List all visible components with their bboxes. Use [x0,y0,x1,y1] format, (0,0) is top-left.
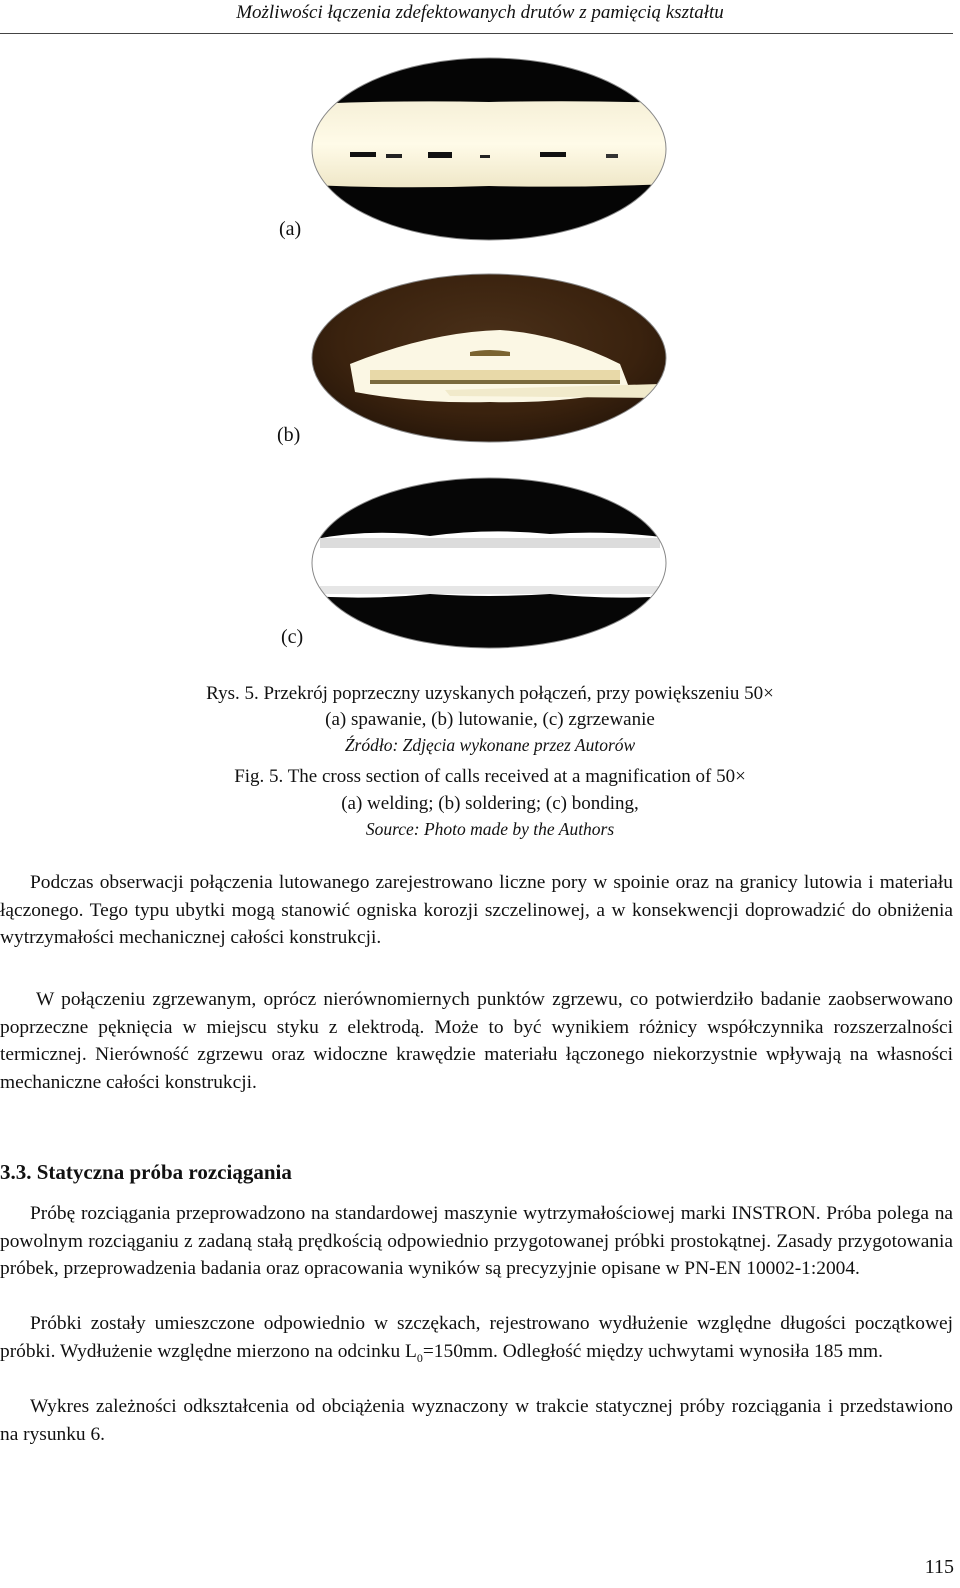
figure-caption-pl-sub: (a) spawanie, (b) lutowanie, (c) zgrzewanie [325,709,655,730]
paragraph-bonding-observation: W połączeniu zgrzewanym, oprócz nierównomiernych punktów zgrzewu, co potwierdziło badanie zaobserwowano poprzeczne pęknięcia w miejscu styku z elektrodą. Może to być wynikiem różnicy współczynnika rozszerzalności termicznej. Nierówność zgrzewu oraz widoczne krawędzie materiału łączonego niekorzystnie wpływają na własności mechaniczne całości konstrukcji. [0,989,953,1093]
panel-label-c: (c) [281,626,304,648]
photo-soldering [310,272,668,444]
figure-source-pl: Źródło: Zdjęcia wykonane przez Autorów [344,735,636,755]
paragraph-tensile-test: Próbę rozciągania przeprowadzono na standardowej maszynie wytrzymałościowej marki INSTRON. Próba polega na powolnym rozciąganiu z zadaną stałą prędkością odpowiednio przygotowanej próbki prostokątnej. Zasady przygotowania próbek, przeprowadzenia badania oraz opracowania wyników są precyzyjnie opisane w PN-EN 10002-1:2004. [0,1203,953,1279]
paragraph-soldering-observation: Podczas obserwacji połączenia lutowanego zarejestrowano liczne pory w spoinie oraz na granicy lutowia i materiału łączonego. Tego typu ubytki mogą stanowić ogniska korozji szczelinowej, a w konsekwencji doprowadzić do obniżenia wytrzymałości mechanicznej całości konstrukcji. [0,872,953,948]
figure-caption-pl: Rys. 5. Przekrój poprzeczny uzyskanych połączeń, przy powiększeniu 50× [206,683,774,704]
photo-bonding [310,476,668,650]
paragraph-specimens-text-end: =150mm. Odległość między uchwytami wynosiła 185 mm. [422,1340,883,1362]
panel-label-b: (b) [277,424,301,446]
paragraph-specimens-text: Próbki zostały umieszczone odpowiednio w szczękach, rejestrowano wydłużenie względne długości początkowej próbki. Wydłużenie względne mierzono na odcinku L [0,1313,953,1362]
running-header: Możliwości łączenia zdefektowanych drutów z pamięcią kształtu [236,2,724,23]
paragraph-specimens [0,1310,953,1372]
page-number: 115 [924,1556,954,1578]
header-rule [0,33,953,34]
photo-welding [310,56,668,242]
figure-caption-en: Fig. 5. The cross section of calls received at a magnification of 50× [234,766,746,787]
subscript-zero: 0 [416,1350,423,1365]
panel-label-a: (a) [279,218,302,240]
paragraph-chart-reference: Wykres zależności odkształcenia od obciążenia wyznaczony w trakcie statycznej próby rozciągania i przedstawiono na rysunku 6. [0,1396,953,1445]
figure-caption-en-sub: (a) welding; (b) soldering; (c) bonding, [341,793,639,814]
section-heading: 3.3. Statyczna próba rozciągania [0,1160,292,1184]
figure-source-en: Source: Photo made by the Authors [365,819,615,839]
